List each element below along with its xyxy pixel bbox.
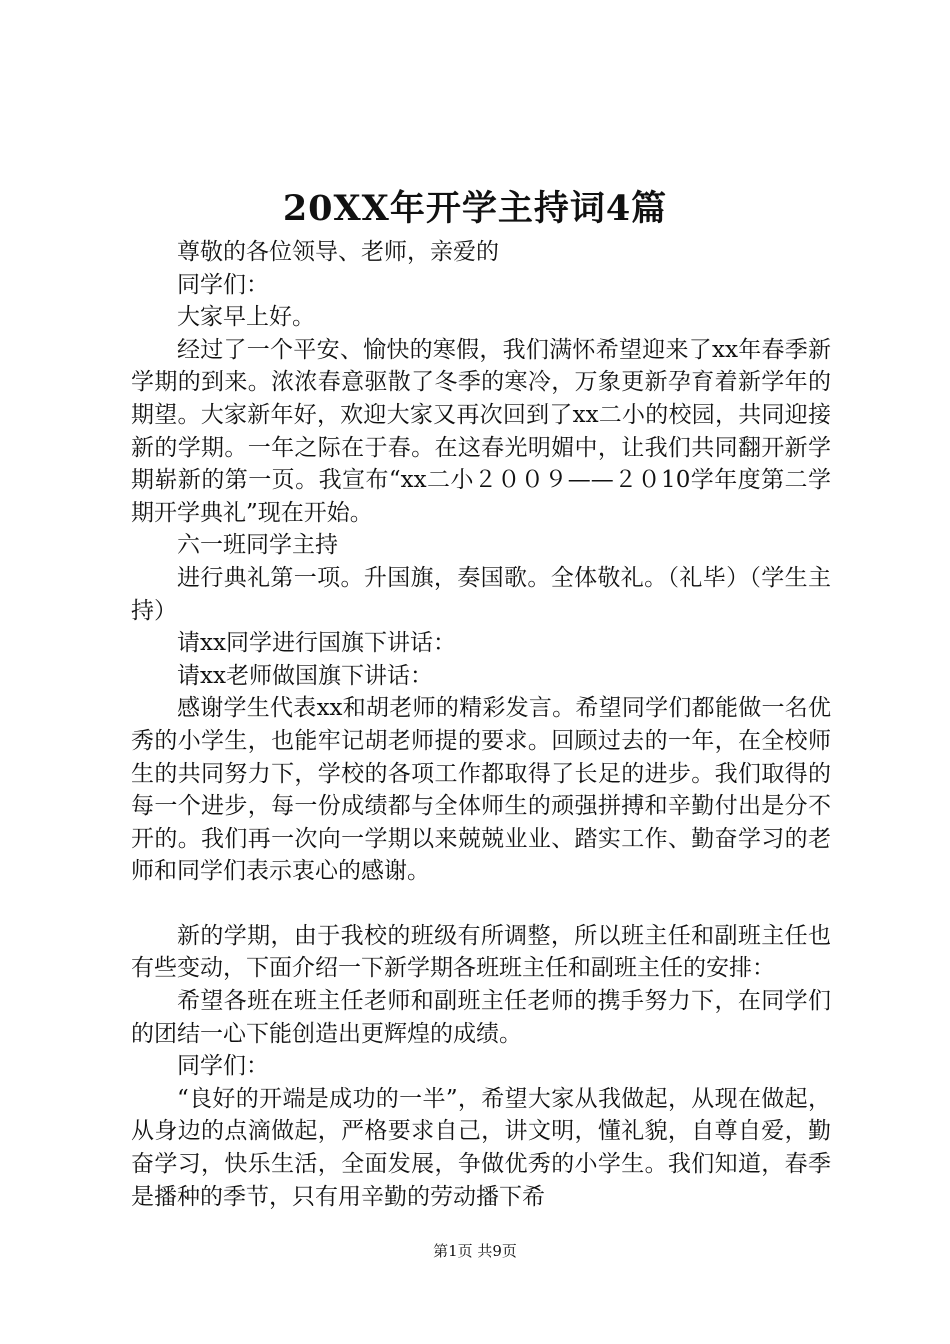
- paragraph-students: 同学们：: [177, 1053, 269, 1080]
- paragraph-thanks: 感谢学生代表xx和胡老师的精彩发言。希望同学们都能做一名优秀的小学生，也能牢记胡老师提的要求。回顾过去的一年，在全校师生的共同努力下，学校的各项工作都取得了长足的进步。我们取得的每一个进步，每一份成绩都与全体师生的顽强拼搏和辛勤付出是分不开的。我们再一次向一学期以来兢兢业业、踏实工作、勤奋学习的老师和同学们表示衷心的感谢。: [131, 695, 831, 885]
- paragraph-new-semester: 新的学期，由于我校的班级有所调整，所以班主任和副班主任也有些变动，下面介绍一下新学期各班班主任和副班主任的安排：: [131, 922, 831, 982]
- paragraph-good-morning: 大家早上好。: [177, 304, 315, 331]
- paragraph-address: 同学们：: [177, 271, 269, 298]
- paragraph-host: 六一班同学主持: [177, 532, 338, 559]
- paragraph-opening: 经过了一个平安、愉快的寒假，我们满怀希望迎来了xx年春季新学期的到来。浓浓春意驱散了冬季的寒冷，万象更新孕育着新学年的期望。大家新年好，欢迎大家又再次回到了xx二小的校园，共同迎接新的学期。一年之际在于春。在这春光明媚中，让我们共同翻开新学期崭新的第一页。我宣布“xx二小２００９——２０10学年度第二学期开学典礼”现在开始。: [131, 336, 831, 526]
- paragraph-teacher-speech: 请xx老师做国旗下讲话：: [177, 662, 433, 689]
- document-title: 20XX年开学主持词4篇: [282, 188, 668, 229]
- document-body: [131, 236, 831, 1213]
- paragraph-hope: 希望各班在班主任老师和副班主任老师的携手努力下，在同学们的团结一心下能创造出更辉煌的成绩。: [131, 988, 831, 1047]
- paragraph-student-speech: 请xx同学进行国旗下讲话：: [177, 630, 456, 657]
- page-footer: 第1页 共9页: [433, 1242, 517, 1260]
- paragraph-greeting: 尊敬的各位领导、老师，亲爱的: [177, 239, 499, 265]
- paragraph-good-start: “良好的开端是成功的一半”，希望大家从我做起，从现在做起，从身边的点滴做起，严格要求自己，讲文明，懂礼貌，自尊自爱，勤奋学习，快乐生活，全面发展，争做优秀的小学生。我们知道，春季是播种的季节，只有用辛勤的劳动播下希: [131, 1085, 831, 1210]
- paragraph-ceremony: 进行典礼第一项。升国旗，奏国歌。全体敬礼。（礼毕）（学生主持）: [131, 564, 831, 624]
